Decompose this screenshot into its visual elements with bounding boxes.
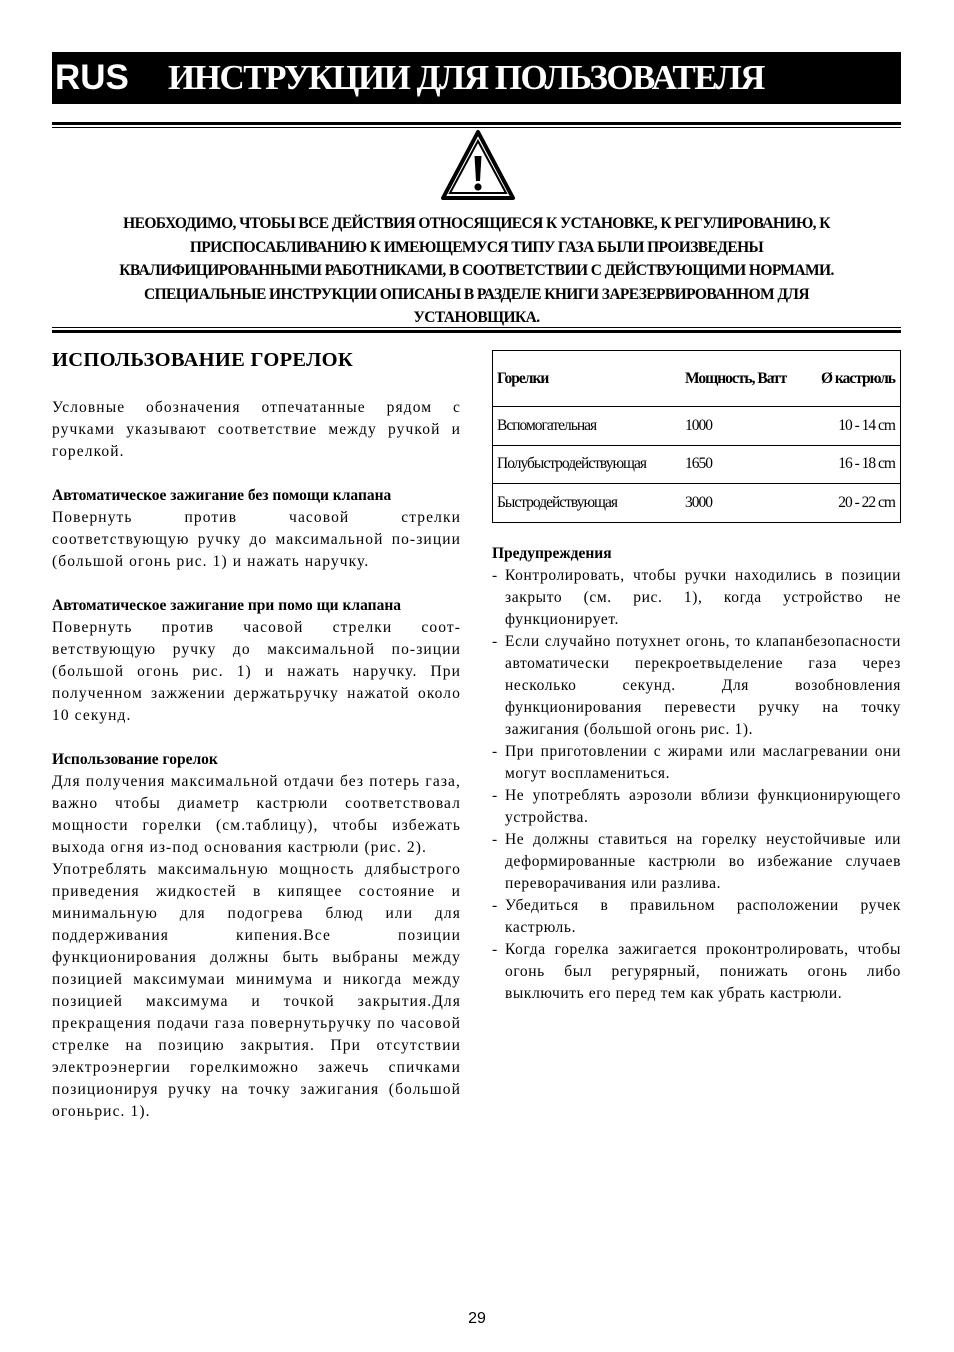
table-cell: 16 - 18 cm xyxy=(806,445,900,484)
table-cell: Вспомогательная xyxy=(493,407,671,446)
warning-line: УСТАНОВЩИКА. xyxy=(413,309,540,326)
list-item: - При приготовлении с жирами или маслагревании они могут воспламениться. xyxy=(492,743,901,782)
intro-paragraph: Условные обозначения отпечатанные рядом с ручками указывают соответствие между ручкой и горелкой. xyxy=(52,399,461,460)
table-cell: Быстродействующая xyxy=(493,484,671,523)
page-number: 29 xyxy=(468,1310,486,1327)
burner-table xyxy=(492,350,901,523)
table-cell: 1000 xyxy=(671,407,806,446)
warning-line: КВАЛИФИЦИРОВАННЫМИ РАБОТНИКАМИ, В СООТВЕТСТВИИ С ДЕЙСТВУЮЩИМИ НОРМАМИ. xyxy=(119,262,834,279)
table-cell: 20 - 22 cm xyxy=(806,484,900,523)
table-header-cell: Мощность, Ватт xyxy=(671,351,806,407)
section-title: ИСПОЛЬЗОВАНИЕ ГОРЕЛОК xyxy=(52,349,354,371)
list-item: - Если случайно потухнет огонь, то клапанбезопасности автоматически перекроетвыделение газа через несколько секунд. Для возобновления функционирования перевести ручку на точку зажигания (большой огонь рис. 1). xyxy=(492,633,901,738)
table-cell: 10 - 14 cm xyxy=(806,407,900,446)
valve-ignition-text: Повернуть против часовой стрелки соот-ветствующую ручку до максимальной по-зиции (большой огонь рис. 1) и нажать наручку. При полученном зажжении держатьручку нажатой около 10 секунд. xyxy=(52,619,461,724)
list-item: - Контролировать, чтобы ручки находились в позиции закрыто (см. рис. 1), когда устройство не функционирует. xyxy=(492,567,901,628)
language-code: RUS xyxy=(55,58,129,97)
divider-middle xyxy=(52,327,901,333)
list-item: - Не должны ставиться на горелку неустойчивые или деформированные кастрюли во избежание случаев переворачивания или разлива. xyxy=(492,831,901,892)
burner-use-heading: Использование горелок xyxy=(52,751,218,768)
page-title: ИНСТРУКЦИИ ДЛЯ ПОЛЬЗОВАТЕЛЯ xyxy=(168,58,764,97)
right-column xyxy=(492,543,901,1005)
warning-triangle-icon xyxy=(440,129,516,201)
warnings-heading: Предупреждения xyxy=(492,545,612,562)
warning-line: ПРИСПОСАБЛИВАНИЮ К ИМЕЮЩЕМУСЯ ТИПУ ГАЗА БЫЛИ ПРОИЗВЕДЕНЫ xyxy=(189,238,764,256)
page-header xyxy=(52,52,901,104)
table-cell: Полубыстродействующая xyxy=(493,445,671,484)
auto-ignition-heading: Автоматическое зажигание без помощи клапана xyxy=(52,487,392,504)
left-column xyxy=(52,397,461,1123)
installation-warning xyxy=(52,212,901,330)
valve-ignition-heading: Автоматическое зажигание при помо щи клапана xyxy=(52,597,402,614)
divider-top xyxy=(52,122,901,128)
table-row xyxy=(493,407,901,446)
list-item: - Когда горелка зажигается проконтролировать, чтобы огонь был регурярный, понижать огонь либо выключить его перед тем как убрать кастрюли. xyxy=(492,941,901,1002)
burner-use-text: Для получения максимальной отдачи без потерь газа, важно чтобы диаметр кастрюли соответствовал мощности горелки (см.таблицу), чтобы избежать выхода огня из-под основания кастрюли (рис. 2). xyxy=(52,773,461,856)
auto-ignition-text: Повернуть против часовой стрелки соответствующую ручку до максимальной по-зиции (большой огонь рис. 1) и нажать наручку. xyxy=(52,509,461,570)
table-row xyxy=(493,445,901,484)
list-item: - Убедиться в правильном расположении ручек кастрюль. xyxy=(492,897,901,936)
table-header-row xyxy=(493,351,901,407)
table-row xyxy=(493,484,901,523)
table-header-cell: Ø кастрюль xyxy=(806,351,900,407)
table-cell: 3000 xyxy=(671,484,806,523)
list-item: - Не употреблять аэрозоли вблизи функционирующего устройства. xyxy=(492,787,901,826)
table-header-cell: Горелки xyxy=(493,351,671,407)
table-cell: 1650 xyxy=(671,445,806,484)
warnings-list xyxy=(492,565,901,1005)
warning-line: НЕОБХОДИМО, ЧТОБЫ ВСЕ ДЕЙСТВИЯ ОТНОСЯЩИЕСЯ К УСТАНОВКЕ, К РЕГУЛИРОВАНИЮ, К xyxy=(123,215,830,232)
warning-line: СПЕЦИАЛЬНЫЕ ИНСТРУКЦИИ ОПИСАНЫ В РАЗДЕЛЕ КНИГИ ЗАРЕЗЕРВИРОВАННОМ ДЛЯ xyxy=(144,285,809,303)
burner-use-text-2: Употреблять максимальную мощность длябыстрого приведения жидкостей в кипящее состояние и минимальную для подогрева блюд или для поддерживания кипения.Все позиции функционирования должны быть выбраны между позицией максимумаи минимума и никогда между позицией максимума и точкой закрытия.Для прекращения подачи газа повернутьручку по часовой стрелке на позицию закрытия. При отсутствии электроэнергии горелкиможно зажечь спичками позиционируя ручку на точку зажигания (большой огоньрис. 1). xyxy=(52,861,461,1120)
